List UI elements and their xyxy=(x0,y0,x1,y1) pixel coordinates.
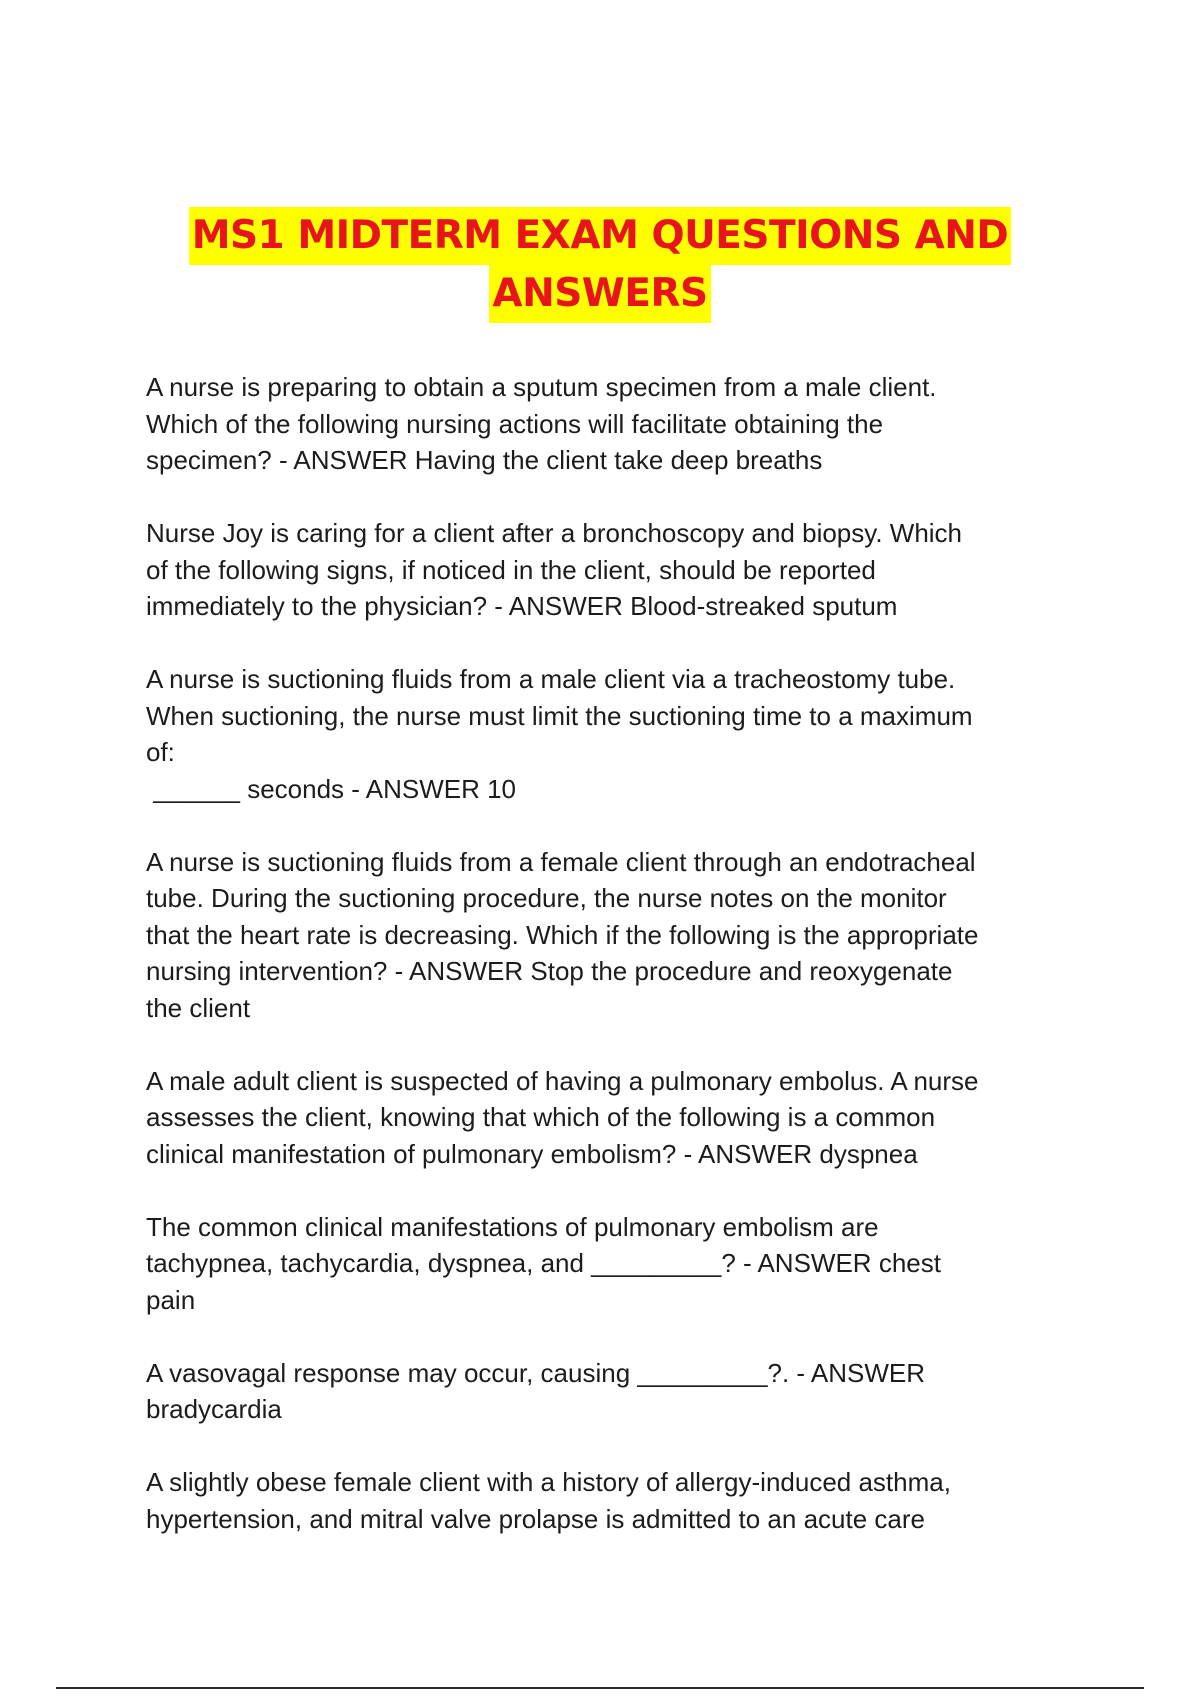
answer-text: bradycardia xyxy=(146,1394,282,1424)
question-text: Nurse Joy is caring for a client after a bronchoscopy and biopsy. Which of the following signs, if noticed in the client, should be reported immediately to the physician? - ANSWER xyxy=(146,518,963,621)
answer-text: Stop the procedure and reoxygenate the client xyxy=(146,956,953,1023)
question-text: A male adult client is suspected of having a pulmonary embolus. A nurse assesses the client, knowing that which of the following is a common clinical manifestation of pulmonary embolism? - ANSWER xyxy=(146,1065,979,1169)
answer-text: chest pain xyxy=(146,1248,941,1315)
qa-item xyxy=(146,1355,1076,1428)
title-line-2: ANSWERS xyxy=(489,265,710,323)
qa-item xyxy=(146,1209,1076,1319)
qa-item xyxy=(146,515,1076,625)
question-text: The common clinical manifestations of pulmonary embolism are tachypnea, tachycardia, dyspnea, and _________? - ANSWER xyxy=(146,1211,879,1278)
question-text: A nurse is suctioning fluids from a male client via a tracheostomy tube. When suctioning, the nurse must limit the suctioning time to a maximum of: ______ seconds - ANSWER xyxy=(146,664,973,804)
qa-item xyxy=(146,369,1076,479)
answer-text: dyspnea xyxy=(819,1138,918,1169)
qa-item xyxy=(146,1464,1076,1537)
question-text: A nurse is suctioning fluids from a female client through an endotracheal tube. During the suctioning procedure, the nurse notes on the monitor that the heart rate is decreasing. Which if the following is the appropriate nursing intervention? - ANSWER xyxy=(146,846,979,986)
document-title xyxy=(0,207,1200,323)
question-text: A vasovagal response may occur, causing _________?. - ANSWER xyxy=(146,1357,925,1388)
answer-text: Blood-streaked sputum xyxy=(630,591,898,621)
question-text: A slightly obese female client with a history of allergy-induced asthma, hypertension, and mitral valve prolapse is admitted to an acute care xyxy=(146,1467,951,1534)
footer-divider xyxy=(56,1687,1144,1689)
answer-text: 10 xyxy=(487,773,517,804)
question-text: A nurse is preparing to obtain a sputum specimen from a male client. Which of the following nursing actions will facilitate obtaining the specimen? - ANSWER xyxy=(146,372,937,475)
qa-item xyxy=(146,661,1076,807)
qa-item xyxy=(146,1063,1076,1173)
title-line-1: MS1 MIDTERM EXAM QUESTIONS AND xyxy=(189,207,1012,265)
qa-item xyxy=(146,844,1076,1027)
answer-text: Having the client take deep breaths xyxy=(414,445,823,475)
qa-list xyxy=(146,369,1076,1574)
